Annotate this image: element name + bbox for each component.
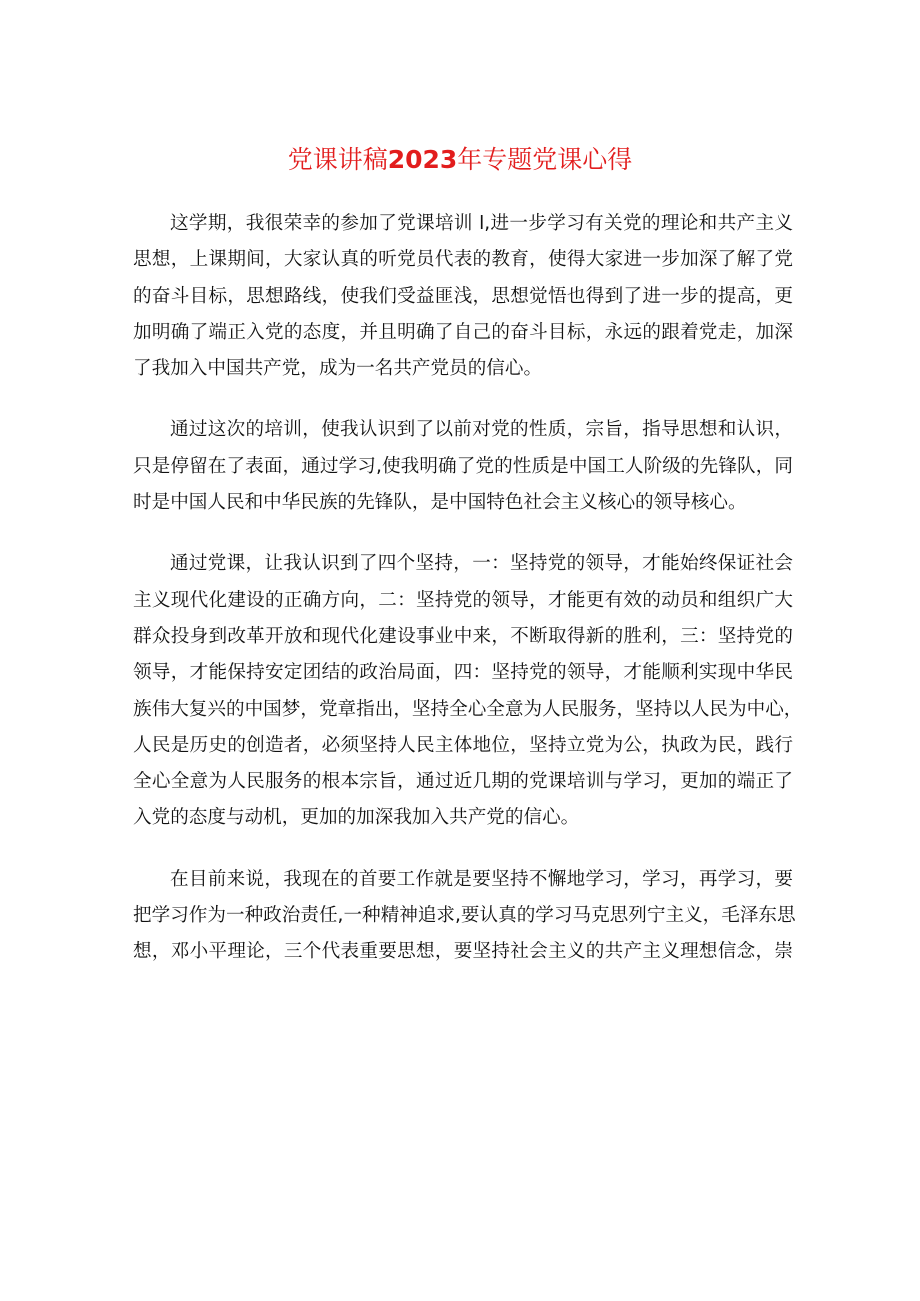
document-title — [0, 140, 920, 180]
paragraph-line: 思想，上课期间，大家认真的听党员代表的教育，使得大家进一步加深了解了党 — [133, 249, 793, 271]
paragraph-line: 时是中国人民和中华民族的先锋队，是中国特色社会主义核心的领导核心。 — [133, 492, 747, 514]
document-body — [133, 206, 803, 996]
paragraph-2 — [133, 412, 793, 521]
paragraph-line: 主义现代化建设的正确方向，二：坚持党的领导，才能更有效的动员和组织广大 — [133, 589, 793, 611]
paragraph-4 — [133, 862, 796, 971]
paragraph-line: 在目前来说，我现在的首要工作就是要坚持不懈地学习，学习，再学习，要 — [170, 868, 793, 890]
title-suffix: 年专题党课心得 — [457, 145, 633, 174]
title-year: 2023 — [387, 145, 458, 174]
paragraph-line: 了我加入中国共产党，成为一名共产党员的信心。 — [133, 358, 543, 380]
paragraph-line: 把学习作为一种政治责任,一种精神追求,要认真的学习马克思列宁主义，毛泽东思 — [133, 905, 796, 927]
paragraph-3 — [133, 546, 803, 836]
paragraph-line: 群众投身到改革开放和现代化建设事业中来，不断取得新的胜利，三：坚持党的 — [133, 625, 793, 647]
paragraph-line: 只是停留在了表面，通过学习,使我明确了党的性质是中国工人阶级的先锋队，同 — [133, 455, 793, 477]
paragraph-line: 通过党课，让我认识到了四个坚持，一：坚持党的领导，才能始终保证社会 — [170, 553, 793, 575]
paragraph-line: 领导，才能保持安定团结的政治局面，四：坚持党的领导，才能顺利实现中华民 — [133, 662, 793, 684]
title-prefix: 党课讲稿 — [287, 145, 388, 174]
paragraph-line: 的奋斗目标，思想路线，使我们受益匪浅，思想觉悟也得到了进一步的提高，更 — [133, 285, 793, 307]
paragraph-line: 族伟大复兴的中国梦，党章指出，坚持全心全意为人民服务，坚持以人民为中心， — [133, 698, 803, 720]
paragraph-line: 这学期，我很荣幸的参加了党课培训 l,进一步学习有关党的理论和共产主义 — [170, 213, 793, 234]
paragraph-line: 想，邓小平理论，三个代表重要思想，要坚持社会主义的共产主义理想信念，崇 — [133, 941, 793, 963]
paragraph-line: 人民是历史的创造者，必须坚持人民主体地位，坚持立党为公，执政为民，践行 — [133, 734, 793, 756]
paragraph-1 — [133, 206, 793, 387]
paragraph-line: 入党的态度与动机，更加的加深我加入共产党的信心。 — [133, 807, 580, 829]
paragraph-line: 通过这次的培训，使我认识到了以前对党的性质，宗旨，指导思想和认识， — [170, 419, 793, 441]
paragraph-line: 全心全意为人民服务的根本宗旨，通过近几期的党课培训与学习，更加的端正了 — [133, 771, 793, 793]
paragraph-line: 加明确了端正入党的态度，并且明确了自己的奋斗目标，永远的跟着党走，加深 — [133, 321, 793, 343]
